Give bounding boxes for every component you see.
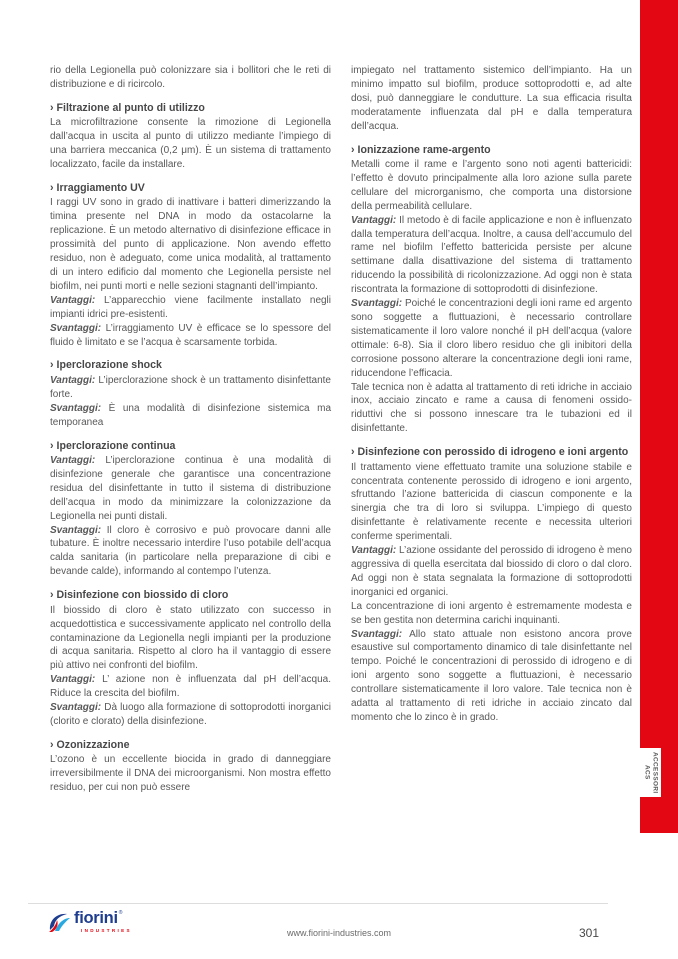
body-paragraph [351, 158, 632, 214]
pro-con-label: Vantaggi: [50, 294, 96, 306]
chevron-right-icon: › [50, 359, 54, 372]
chevron-right-icon: › [50, 181, 54, 194]
brand-subtitle: INDUSTRIES [81, 928, 132, 933]
section-heading-label: Irraggiamento UV [56, 181, 145, 194]
body-paragraph [50, 374, 331, 402]
tab-accessori-acs [640, 748, 661, 797]
chevron-right-icon: › [50, 439, 54, 452]
paragraph-text: Il cloro è corrosivo e può provocare danni alle tubature. È inoltre necessario interdire l’uso potabile dell’acqua calda sanitaria (in particolare nella preparazione di cibi e bevande calde), informando al contempo l’utenza. [50, 524, 331, 578]
body-paragraph [50, 524, 331, 580]
paragraph-text: Metalli come il rame e l’argento sono noti agenti battericidi: l’effetto è dovuto principalmente alla loro azione sulla parete cellulare del microrganismo, che comporta una distorsione della permeabilità cellulare. [351, 159, 632, 212]
section-heading-label: Iperclorazione shock [56, 359, 162, 372]
body-paragraph [50, 294, 331, 322]
section-heading-label: Ozonizzazione [56, 738, 130, 751]
paragraph-text: rio della Legionella può colonizzare sia i bollitori che le reti di distribuzione e di ricircolo. [50, 65, 331, 90]
section-heading [50, 589, 331, 603]
paragraph-text: Il biossido di cloro è stato utilizzato con successo in acquedottistica e successivamente applicato nel controllo della contaminazione da Legionella negli impianti per la produzione di acqua sanitaria. Rispetto al cloro ha il vantaggio di essere più attivo nei confronti del biofilm. [50, 604, 331, 672]
body-paragraph [50, 454, 331, 524]
pro-con-label: Svantaggi: [351, 298, 403, 310]
pro-con-label: Vantaggi: [50, 455, 96, 467]
paragraph-text: L’irraggiamento UV è efficace se lo spessore del fluido è limitato e se l’acqua è scarsamente torbida. [50, 322, 331, 348]
paragraph-text: La microfiltrazione consente la rimozione di Legionella dall’acqua in uscita al punto di utilizzo mediante l’impiego di una barriera meccanica (0,2 μm). È un sistema di trattamento localizzato, facile da installare. [50, 117, 331, 171]
section-heading [50, 102, 331, 116]
tab-label [643, 752, 659, 794]
paragraph-text: La concentrazione di ioni argento è estremamente modesta e se ben gestita non determina carichi inquinanti. [351, 600, 632, 626]
body-paragraph [351, 544, 632, 600]
paragraph-text: L’ozono è un eccellente biocida in grado di danneggiare irreversibilmente il DNA dei microorganismi. Non mostra effetto residuo, per cui non può essere [50, 754, 331, 794]
body-paragraph [50, 673, 331, 701]
left-column [50, 64, 331, 795]
body-paragraph [50, 322, 331, 350]
section-heading [351, 446, 632, 460]
pro-con-label: Vantaggi: [351, 545, 397, 557]
pro-con-label: Svantaggi: [50, 322, 102, 334]
body-paragraph [351, 381, 632, 437]
brand-name: fiorini [74, 909, 118, 927]
body-paragraph [351, 461, 632, 544]
page-number: 301 [579, 926, 600, 940]
section-heading-label: Disinfezione con biossido di cloro [56, 589, 229, 602]
footer-divider [28, 903, 608, 904]
body-paragraph [351, 628, 632, 725]
paragraph-text: Poiché le concentrazioni degli ioni rame ed argento sono soggette a fluttuazioni, è necessario controllare sistematicamente il loro valore nonché il pH dell’acqua (valore ottimale: 6-8). Sia il cloro libero residuo che gli inibitori della corrosione possono alterare la concentrazione degli ioni rame, riducendone l’efficacia. [351, 298, 633, 379]
paragraph-text: Tale tecnica non è adatta al trattamento di reti idriche in acciaio inox, acciaio zincato e rame a causa di fenomeni ossido-riduttivi che si possono innescare tra le tubazioni ed il disinfettante. [351, 381, 632, 435]
pro-con-label: Svantaggi: [50, 524, 102, 536]
tab-label-line2: ACS [643, 765, 651, 780]
chevron-right-icon: › [50, 738, 54, 751]
body-paragraph [50, 402, 331, 430]
paragraph-text: L’azione ossidante del perossido di idrogeno è meno aggressiva di quella esercitata dal biossido di cloro o dal cloro. Ad oggi non è stata segnalata la formazione di sottoprodotti inorganici ed organici. [351, 545, 632, 598]
right-column [351, 64, 632, 725]
body-paragraph [351, 64, 632, 134]
section-heading [50, 739, 331, 753]
paragraph-text: Allo stato attuale non esistono ancora prove esaustive sul comportamento dinamico di tale disinfettante nel tempo. Poiché le concentrazioni di perossido di idrogeno e di ioni argento sono soggette a fluttuazioni, è necessario controllare sistematicamente il loro valore. Tale tecnica non è adatta al trattamento di reti idriche in acciaio zincato dal momento che lo zinco è in grado. [351, 628, 632, 723]
pro-con-label: Vantaggi: [50, 374, 96, 386]
paragraph-text: Dà luogo alla formazione di sottoprodotti inorganici (clorito e clorato) della disinfezione. [50, 702, 331, 727]
body-paragraph [351, 214, 632, 297]
paragraph-text: L’apparecchio viene facilmente installato negli impianti idrici pre-esistenti. [50, 294, 332, 320]
page-edge-tab-band [640, 0, 678, 833]
paragraph-text: Il metodo è di facile applicazione e non è influenzato dalla temperatura dell’acqua. Inoltre, a causa dell’accumulo del rame nel biofilm l’effetto battericida persiste per alcune settimane dalla disattivazione del sistema di trattamento riducendo la possibilità di ricolonizzazione. Ad oggi non è stata riscontrata la formazione di sottoprodotti di disinfezione. [351, 214, 632, 296]
registered-mark: ® [118, 910, 123, 916]
two-column-text-area [50, 64, 632, 795]
section-heading [50, 359, 331, 373]
chevron-right-icon: › [50, 589, 54, 602]
section-heading [50, 440, 331, 454]
body-paragraph [351, 600, 632, 628]
pro-con-label: Svantaggi: [50, 402, 102, 414]
pro-con-label: Vantaggi: [351, 214, 397, 226]
paragraph-text: L’iperclorazione continua è una modalità di disinfezione generale che garantisce una concentrazione residua del disinfettante in tutto il sistema di distribuzione dell’acqua in modo da minimizzare la colonizzazione da Legionella nei punti distali. [50, 455, 332, 522]
body-paragraph [50, 701, 331, 729]
body-paragraph [50, 196, 331, 293]
paragraph-text: L’iperclorazione shock è un trattamento disinfettante forte. [50, 374, 331, 400]
pro-con-label: Svantaggi: [50, 702, 102, 714]
section-heading-label: Ionizzazione rame-argento [357, 143, 491, 156]
chevron-right-icon: › [351, 446, 355, 459]
pro-con-label: Svantaggi: [351, 628, 403, 640]
body-paragraph [50, 116, 331, 172]
body-paragraph [50, 604, 331, 674]
chevron-right-icon: › [351, 143, 355, 156]
paragraph-text: È una modalità di disinfezione sistemica ma temporanea [50, 402, 332, 428]
section-heading-label: Disinfezione con perossido di idrogeno e ioni argento [357, 446, 629, 459]
paragraph-text: I raggi UV sono in grado di inattivare i batteri dimerizzando la timina presente nel DNA in modo da ostacolarne la replicazione. È un metodo alternativo di disinfezione efficace in prossimità del punto di applicazione. Non avendo effetto residuo, non è adeguato, come unica modalità, al trattamento di un intero edificio dal momento che Legionella persiste nel biofilm, nei punti morti e nelle sezioni stagnanti dell’impianto. [50, 197, 331, 292]
body-paragraph [50, 753, 331, 795]
section-heading-label: Filtrazione al punto di utilizzo [56, 101, 205, 114]
chevron-right-icon: › [50, 101, 54, 114]
paragraph-text: Il trattamento viene effettuato tramite una soluzione stabile e concentrata contenente perossido di idrogeno e ioni argento, sfruttando l’azione battericida di ciascun componente e la sinergia che tra di loro si sviluppa. L’impiego di questo disinfettante è relativamente recente e necessita ulteriori conferme sperimentali. [351, 461, 632, 543]
section-heading [351, 144, 632, 158]
section-heading [50, 182, 331, 196]
pro-con-label: Vantaggi: [50, 674, 96, 686]
tab-label-line1: ACCESSORI [651, 751, 659, 794]
paragraph-text: impiegato nel trattamento sistemico dell’impianto. Ha un minimo impatto sul biofilm, produce sottoprodotti e, ad alte dosi, può danneggiare le condutture. La sua efficacia risulta moderatamente influenzata dal pH e dalla temperatura dell’acqua. [351, 65, 632, 132]
section-heading-label: Iperclorazione continua [56, 439, 176, 452]
body-paragraph [50, 64, 331, 92]
body-paragraph [351, 297, 632, 380]
footer-website-url: www.fiorini-industries.com [286, 928, 392, 938]
paragraph-text: L’ azione non è influenzata dal pH dell’acqua. Riduce la crescita del biofilm. [50, 674, 331, 700]
